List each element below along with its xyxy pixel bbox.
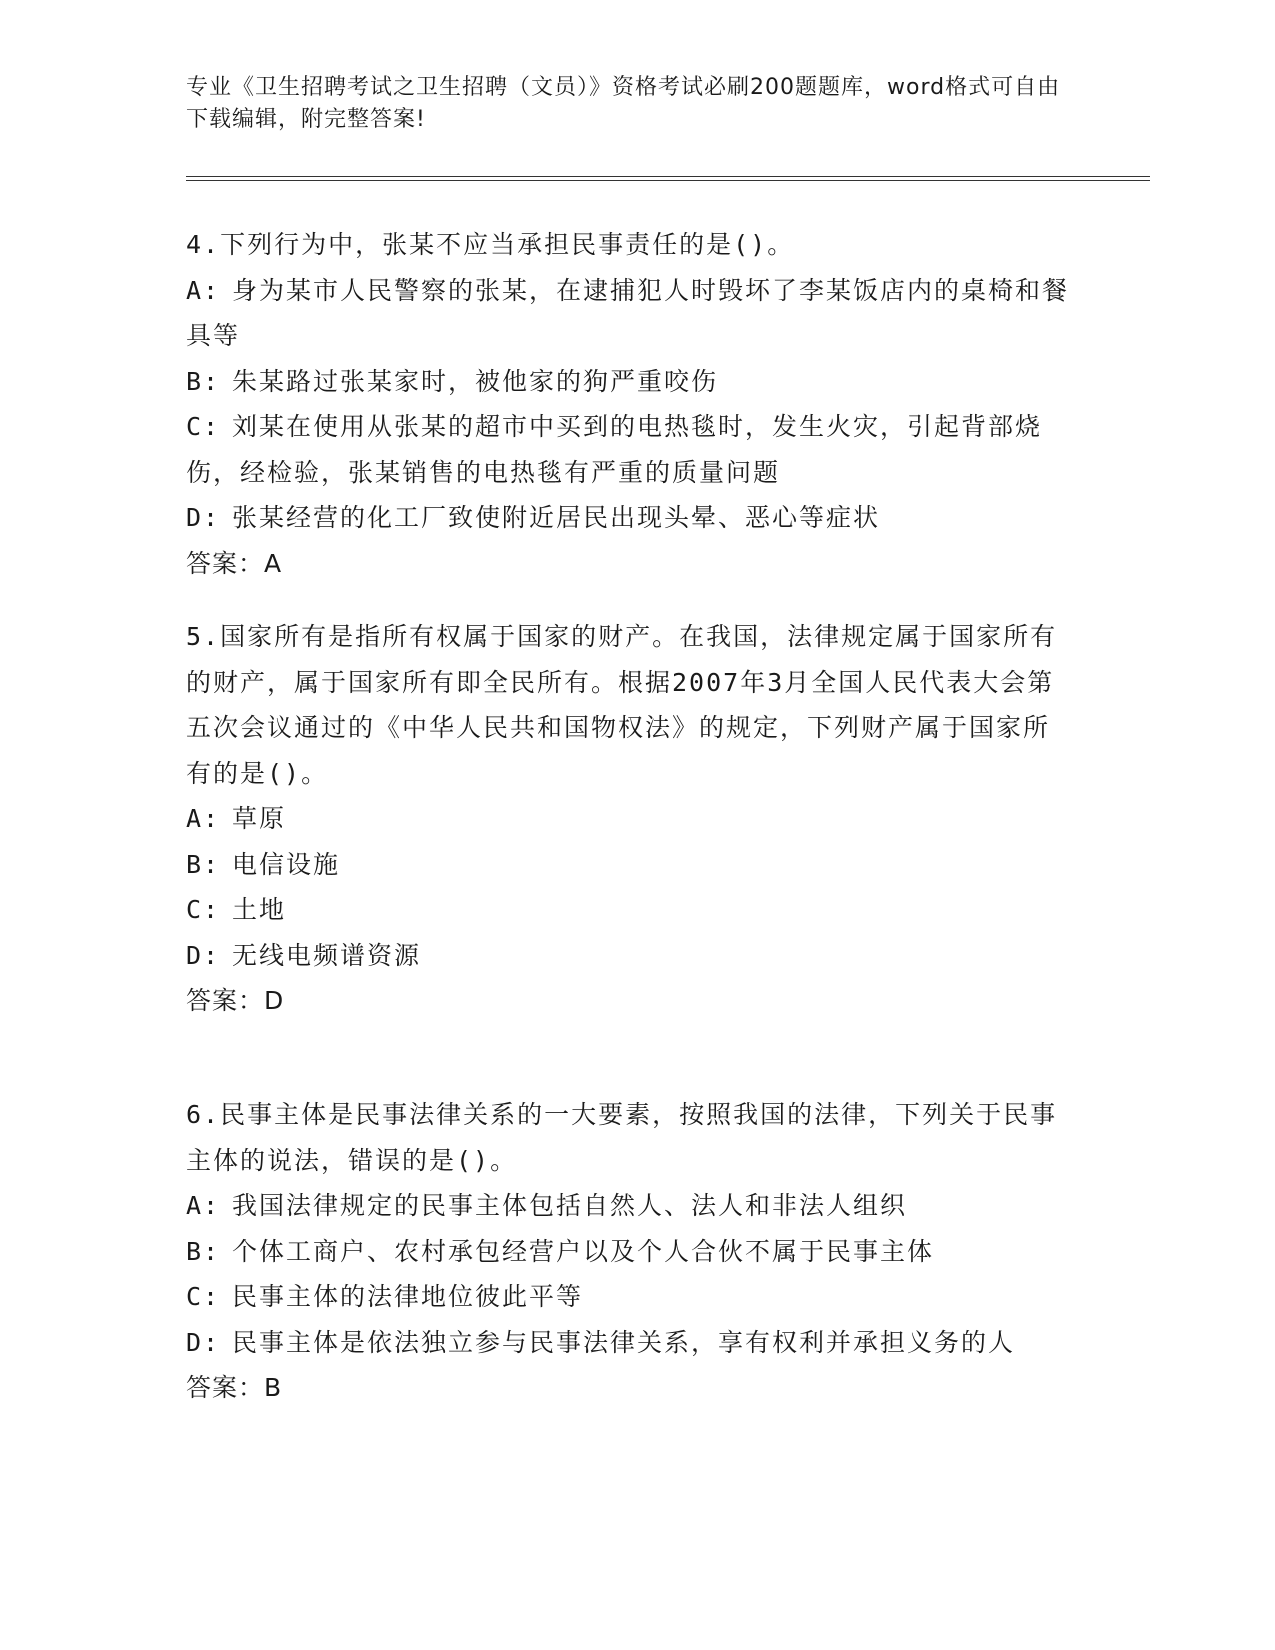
option-text: 个体工商户、农村承包经营户以及个人合伙不属于民事主体 xyxy=(232,1236,935,1266)
header-divider xyxy=(186,176,1150,181)
document-header xyxy=(186,72,1066,136)
answer-label: 答案：A xyxy=(186,548,283,578)
option-b xyxy=(186,359,1076,405)
option-key: B: xyxy=(186,849,221,879)
option-b xyxy=(186,842,1076,888)
answer-label: 答案：B xyxy=(186,1373,283,1402)
option-text: 电信设施 xyxy=(232,849,341,879)
option-a xyxy=(186,796,1076,842)
option-key: A: xyxy=(186,275,221,305)
option-d xyxy=(186,1320,1076,1366)
option-b xyxy=(186,1229,1076,1275)
option-text: 刘某在使用从张某的超市中买到的电热毯时，发生火灾，引起背部烧伤，经检验，张某销售的电热毯有严重的质量问题 xyxy=(186,412,1043,487)
option-key: C: xyxy=(186,1282,221,1311)
option-key: C: xyxy=(186,895,221,924)
option-text: 无线电频谱资源 xyxy=(232,940,422,970)
document-title: 专业《卫生招聘考试之卫生招聘（文员）》资格考试必刷200题题库，word格式可自由下载编辑，附完整答案! xyxy=(186,75,1061,132)
option-a xyxy=(186,1183,1076,1229)
question-stem: 4.下列行为中，张某不应当承担民事责任的是()。 xyxy=(186,230,795,259)
option-text: 朱某路过张某家时，被他家的狗严重咬伤 xyxy=(232,366,719,396)
option-key: B: xyxy=(186,1236,221,1266)
option-text: 身为某市人民警察的张某，在逮捕犯人时毁坏了李某饭店内的桌椅和餐具等 xyxy=(186,275,1070,350)
question-stem: 5.国家所有是指所有权属于国家的财产。在我国，法律规定属于国家所有的财产，属于国家所有即全民所有。根据2007年3月全国人民代表大会第五次会议通过的《中华人民共和国物权法》的规定，下列财产属于国家所有的是()。 xyxy=(186,622,1058,788)
option-text: 土地 xyxy=(232,895,287,924)
option-key: A: xyxy=(186,804,221,833)
option-c xyxy=(186,1274,1076,1320)
option-key: A: xyxy=(186,1191,221,1220)
option-text: 草原 xyxy=(232,804,287,833)
answer-label: 答案：D xyxy=(186,986,285,1015)
option-key: D: xyxy=(186,503,221,532)
option-key: D: xyxy=(186,940,221,970)
question-stem: 6.民事主体是民事法律关系的一大要素，按照我国的法律，下列关于民事主体的说法，错误的是()。 xyxy=(186,1100,1058,1175)
option-c xyxy=(186,887,1076,933)
question-4 xyxy=(186,222,1076,586)
option-text: 张某经营的化工厂致使附近居民出现头晕、恶心等症状 xyxy=(232,503,881,532)
option-a xyxy=(186,268,1076,359)
option-text: 我国法律规定的民事主体包括自然人、法人和非法人组织 xyxy=(232,1191,908,1220)
question-6 xyxy=(186,1092,1076,1411)
option-d xyxy=(186,495,1076,541)
option-key: D: xyxy=(186,1327,221,1357)
option-key: B: xyxy=(186,366,221,396)
option-d xyxy=(186,933,1076,979)
option-text: 民事主体的法律地位彼此平等 xyxy=(232,1282,584,1311)
question-5 xyxy=(186,614,1076,1024)
option-text: 民事主体是依法独立参与民事法律关系，享有权利并承担义务的人 xyxy=(232,1327,1016,1357)
option-key: C: xyxy=(186,412,221,441)
option-c xyxy=(186,404,1076,495)
